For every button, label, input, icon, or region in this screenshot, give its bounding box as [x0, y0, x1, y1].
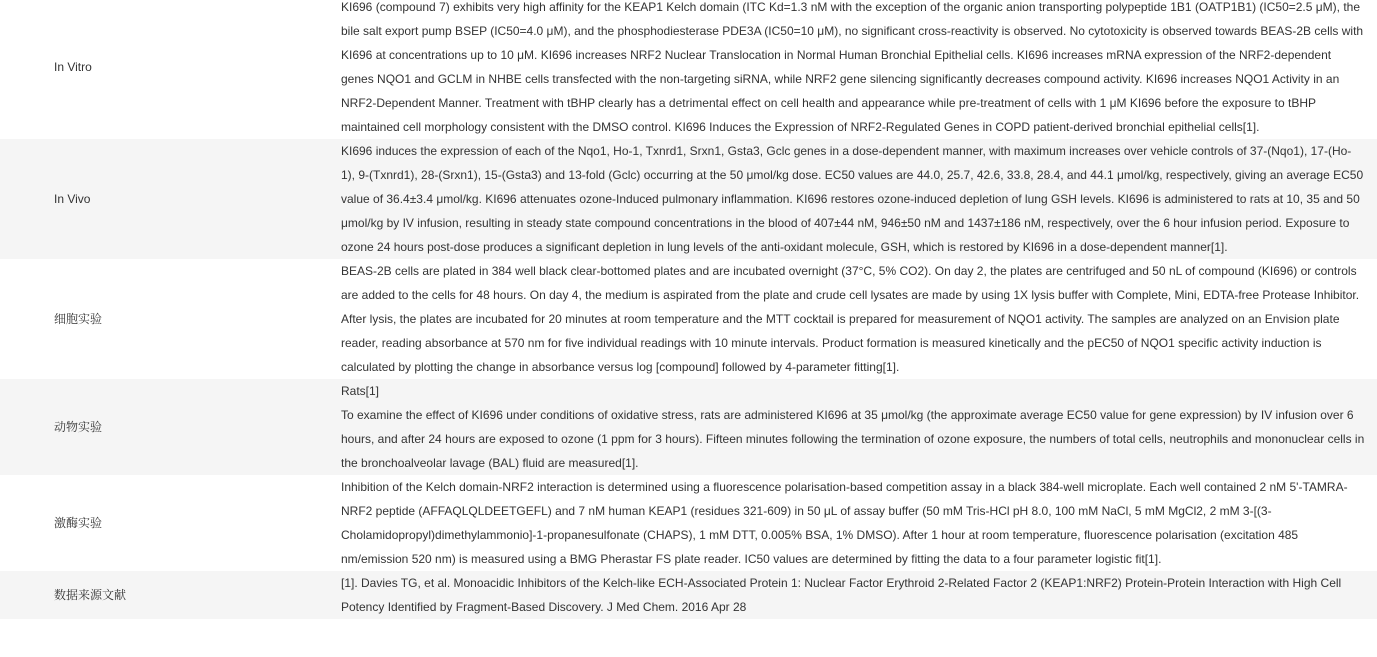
table-row-kinase-assay [0, 475, 1377, 571]
table-row-animal-study [0, 379, 1377, 475]
table-row-cell-assay [0, 259, 1377, 379]
row-content: BEAS-2B cells are plated in 384 well black clear-bottomed plates and are incubated overnight (37°C, 5% CO2). On day 2, the plates are centrifuged and 50 nL of compound (KI696) or controls are added to the cells for 48 hours. On day 4, the medium is aspirated from the plate and crude cell lysates are made by using 1X lysis buffer with Complete, Mini, EDTA-free Protease Inhibitor. After lysis, the plates are incubated for 20 minutes at room temperature and the MTT cocktail is prepared for measurement of NQO1 activity. The samples are analyzed on an Envision plate reader, reading absorbance at 570 nm for five individual readings with 10 minute intervals. Product formation is measured kinetically and the pEC50 of NQO1 specific activity induction is calculated by plotting the change in absorbance versus log [compound] followed by 4-parameter fitting[1]. [341, 264, 1360, 374]
row-content-group [341, 379, 1377, 475]
row-subheading: Rats[1] [341, 384, 380, 398]
row-label: In Vivo [54, 192, 91, 206]
row-label: 数据来源文献 [54, 588, 127, 602]
row-label: 动物实验 [54, 420, 103, 434]
row-label: 细胞实验 [54, 312, 103, 326]
row-content: To examine the effect of KI696 under conditions of oxidative stress, rats are administered KI696 at 35 μmol/kg (the approximate average EC50 value for gene expression) by IV infusion over 6 hours, and after 24 hours are exposed to ozone (1 ppm for 3 hours). Fifteen minutes following the termination of ozone exposure, the numbers of total cells, neutrophils and mononuclear cells in the bronchoalveolar lavage (BAL) fluid are measured[1]. [341, 408, 1365, 470]
row-label: 激酶实验 [54, 516, 103, 530]
table-row-in-vitro [0, 0, 1377, 139]
table-row-in-vivo [0, 139, 1377, 259]
row-content: KI696 (compound 7) exhibits very high affinity for the KEAP1 Kelch domain (ITC Kd=1.3 nM with the exception of the organic anion transporting polypeptide 1B1 (OATP1B1) (IC50=2.5 μM), the bile salt export pump BSEP (IC50=4.0 μM), and the phosphodiesterase PDE3A (IC50=10 μM), no significant cross-reactivity is observed. No cytotoxicity is observed towards BEAS-2B cells with KI696 at concentrations up to 10 μM. KI696 increases NRF2 Nuclear Translocation in Normal Human Bronchial Epithelial cells. KI696 increases mRNA expression of the NRF2-dependent genes NQO1 and GCLM in NHBE cells transfected with the non-targeting siRNA, while NRF2 gene silencing significantly decreases compound activity. KI696 increases NQO1 Activity in an NRF2-Dependent Manner. Treatment with tBHP clearly has a detrimental effect on cell health and appearance while pre-treatment of cells with 1 μM KI696 before the exposure to tBHP maintained cell morphology consistent with the DMSO control. KI696 Induces the Expression of NRF2-Regulated Genes in COPD patient-derived bronchial epithelial cells[1]. [341, 0, 1364, 134]
row-content: KI696 induces the expression of each of the Nqo1, Ho-1, Txnrd1, Srxn1, Gsta3, Gclc genes in a dose-dependent manner, with maximum increases over vehicle controls of 37-(Nqo1), 17-(Ho-1), 9-(Txnrd1), 28-(Srxn1), 15-(Gsta3) and 13-fold (Gclc) occurring at the 50 μmol/kg dose. EC50 values are 44.0, 25.7, 42.6, 33.8, 28.4, and 44.1 μmol/kg, respectively, giving an average EC50 value of 36.4±3.4 μmol/kg. KI696 attenuates ozone-Induced pulmonary inflammation. KI696 restores ozone-induced depletion of lung GSH levels. KI696 is administered to rats at 10, 35 and 50 μmol/kg by IV infusion, resulting in steady state compound concentrations in the blood of 407±44 nM, 946±50 nM and 1437±186 nM, respectively, over the 6 hour infusion period. Exposure to ozone 24 hours post-dose produces a significant depletion in lung levels of the anti-oxidant molecule, GSH, which is restored by KI696 in a dose-dependent manner[1]. [341, 144, 1364, 254]
row-content: Inhibition of the Kelch domain-NRF2 interaction is determined using a fluorescence polarisation-based competition assay in a black 384-well microplate. Each well contained 2 nM 5'-TAMRA-NRF2 peptide (AFFAQLQLDEETGEFL) and 7 nM human KEAP1 (residues 321-609) in 50 μL of assay buffer (50 mM Tris-HCl pH 8.0, 100 mM NaCl, 5 mM MgCl2, 2 mM 3-[(3-Cholamidopropyl)dimethylammonio]-1-propanesulfonate (CHAPS), 1 mM DTT, 0.005% BSA, 1% DMSO). After 1 hour at room temperature, fluorescence polarisation (excitation 485 nm/emission 520 nm) is measured using a BMG Pherastar FS plate reader. IC50 values are determined by fitting the data to a four parameter logistic fit[1]. [341, 480, 1348, 566]
reference-citation: [1]. Davies TG, et al. Monoacidic Inhibitors of the Kelch-like ECH-Associated Protein 1: Nuclear Factor Erythroid 2-Related Factor 2 (KEAP1:NRF2) Protein-Protein Interaction with High Cell Potency Identified by Fragment-Based Discovery. J Med Chem. 2016 Apr 28 [341, 576, 1342, 614]
row-label: In Vitro [54, 60, 92, 74]
table-row-references [0, 571, 1377, 619]
